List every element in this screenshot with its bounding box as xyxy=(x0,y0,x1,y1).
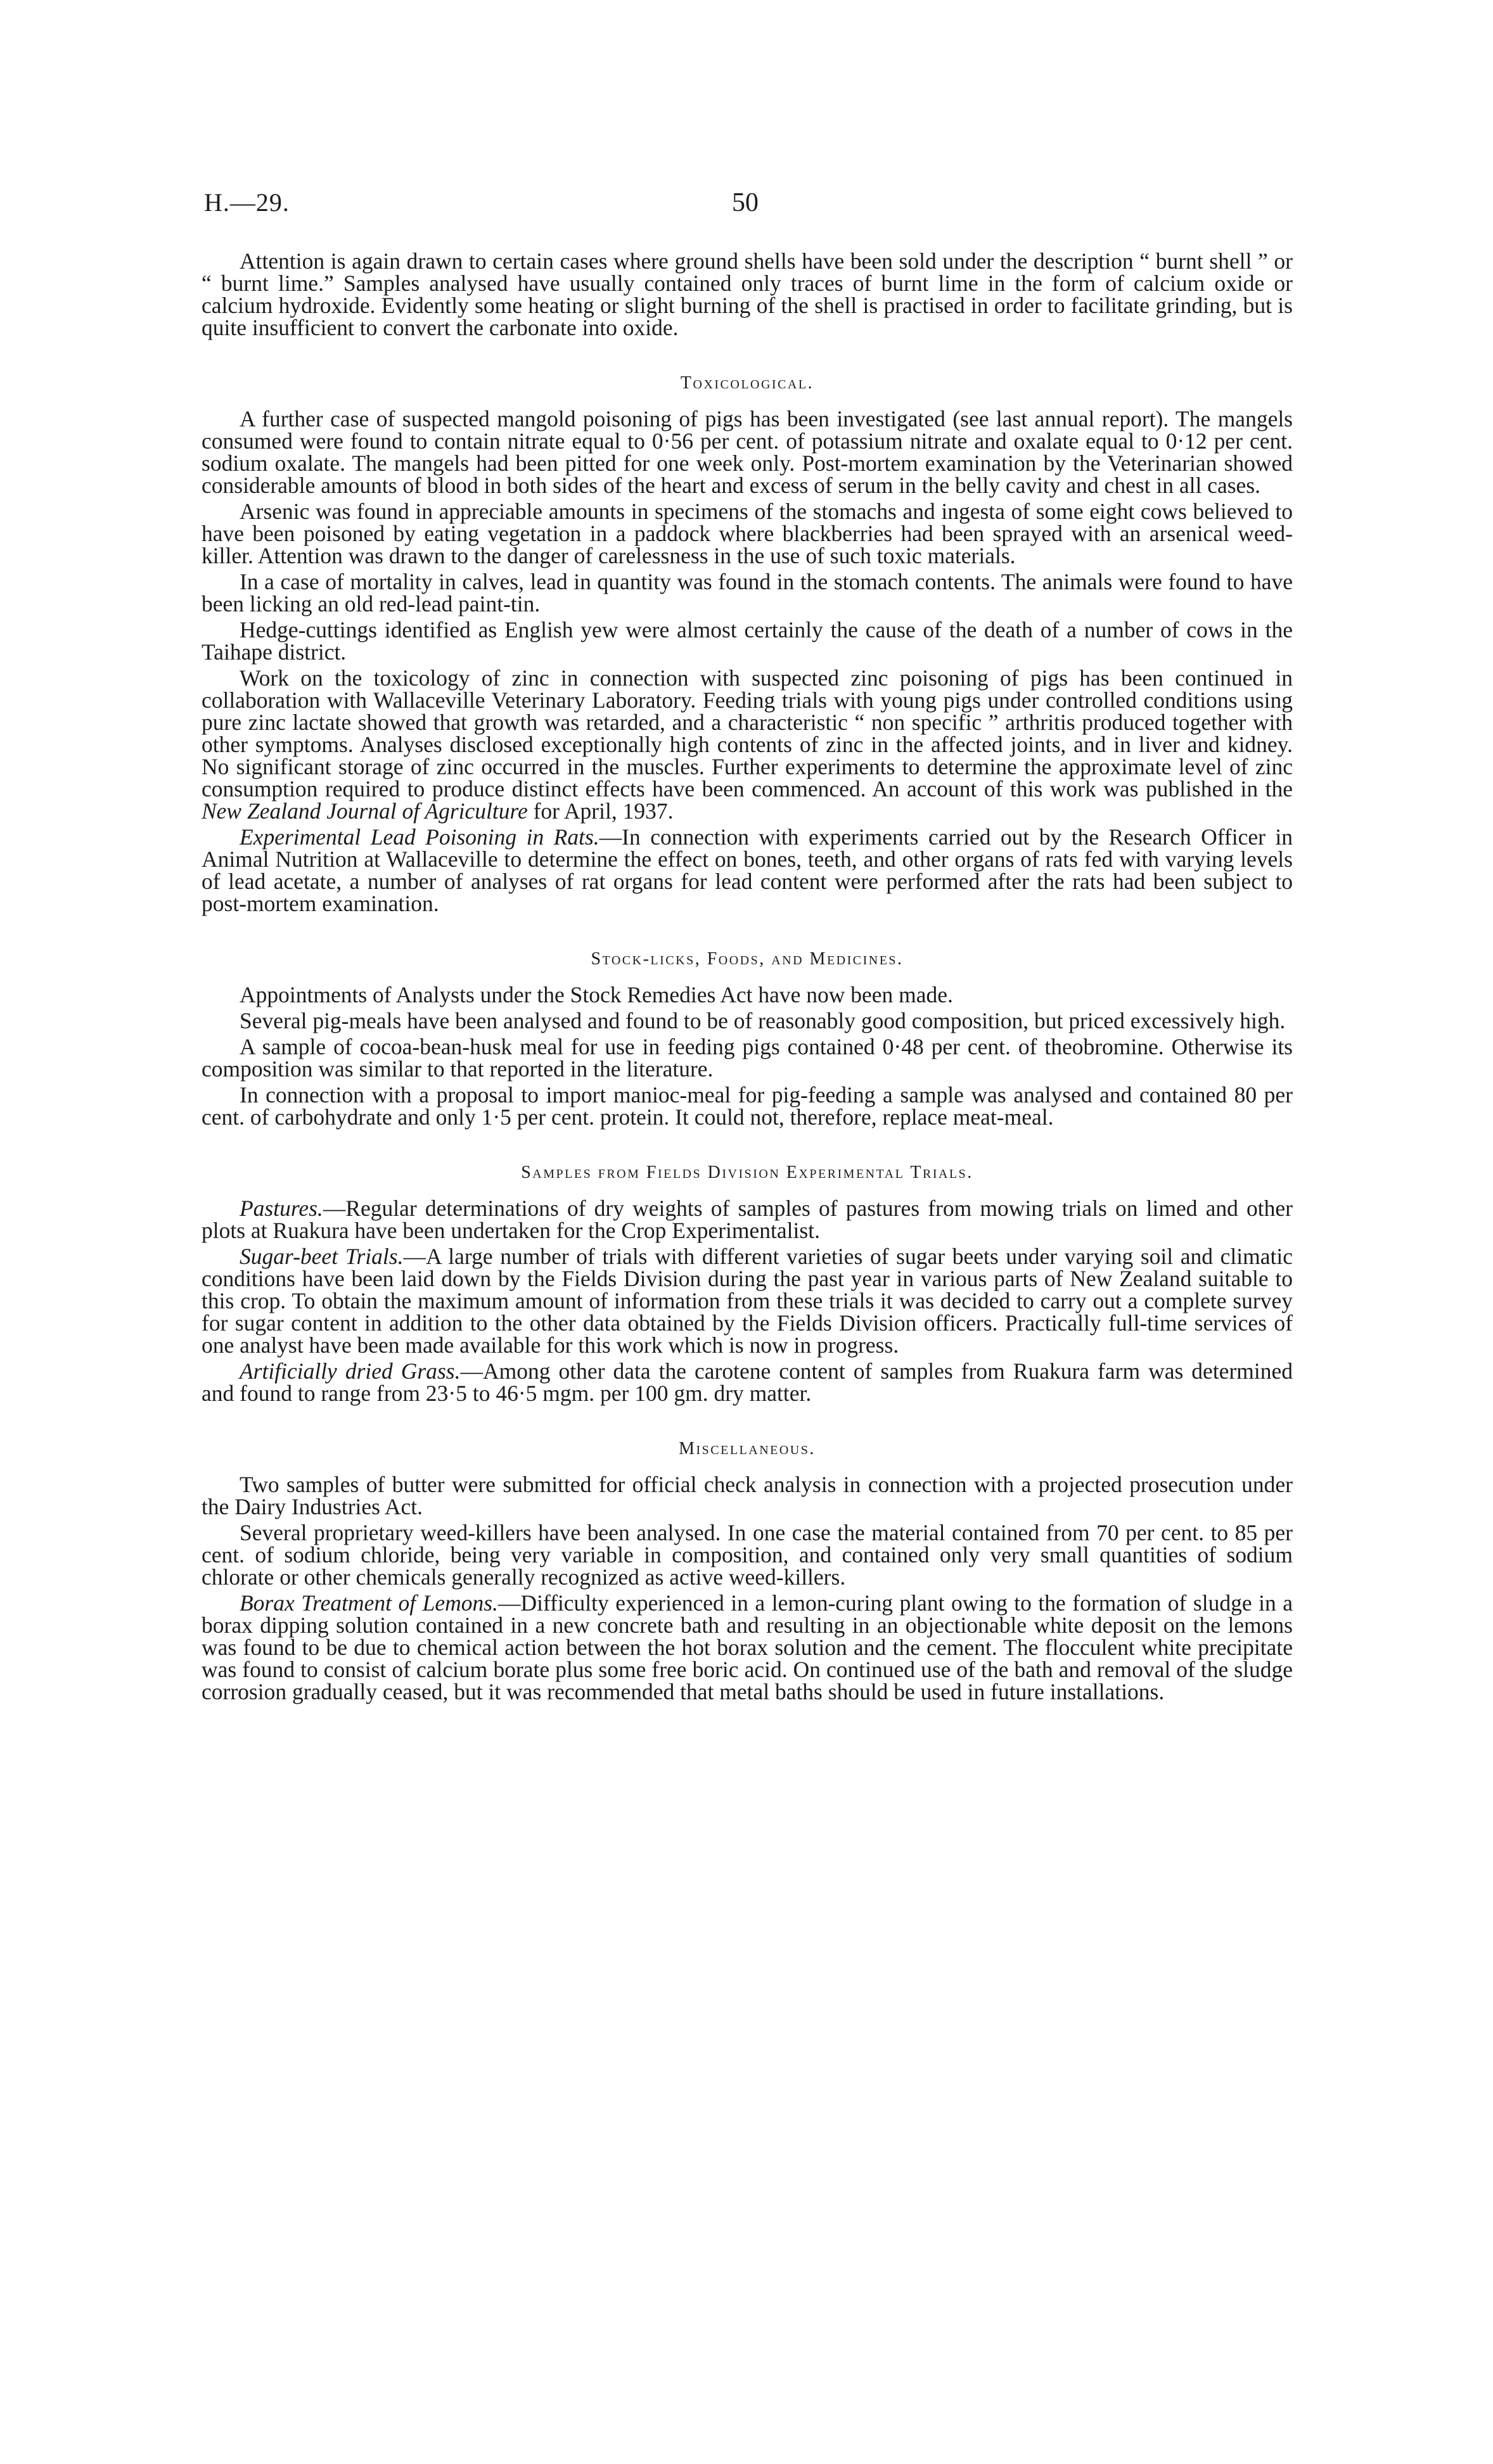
page-number: 50 xyxy=(732,188,759,217)
paragraph: Arsenic was found in appreciable amounts in specimens of the stomachs and ingesta of some eight cows believed to have been poisoned by eating vegetation in a paddock where blackberries had been sprayed with an arsenical weed-killer. Attention was drawn to the danger of carelessness in the use of such toxic materials. xyxy=(202,499,1293,568)
section-heading-miscellaneous: Miscellaneous. xyxy=(679,1439,816,1459)
paragraph: Hedge-cuttings identified as English yew were almost certainly the cause of the death of a number of cows in the Taihape district. xyxy=(202,617,1293,665)
paragraph: In connection with a proposal to import manioc-meal for pig-feeding a sample was analysed and contained 80 per cent. of carbohydrate and only 1·5 per cent. protein. It could not, therefore, replace meat-meal. xyxy=(202,1082,1293,1130)
lead-text: —In connection with experiments carried out by the Research Officer in Animal Nutrition at Wallaceville to determine the effect on bones, teeth, and other organs of rats fed with varying levels of lead acetate, a number of analyses of rat organs for lead content were performed after the rats had been subject to post-mortem examination. xyxy=(202,824,1293,916)
item-text: —Regular determinations of dry weights of samples of pastures from mowing trials on limed and other plots at Ruakura have been undertaken for the Crop Experimentalist. xyxy=(202,1196,1293,1243)
lead-title: Experimental Lead Poisoning in Rats. xyxy=(240,824,599,850)
zinc-text-end: for April, 1937. xyxy=(527,798,674,824)
journal-title: New Zealand Journal of Agriculture xyxy=(202,798,528,824)
paragraph: A further case of suspected mangold poisoning of pigs has been investigated (see last annual report). The mangels consumed were found to contain nitrate equal to 0·56 per cent. of potassium nitrate and oxalate equal to 0·12 per cent. sodium oxalate. The mangels had been pitted for one week only. Post-mortem examination by the Veterinarian showed considerable amounts of blood in both sides of the heart and excess of serum in the belly cavity and chest in all cases. xyxy=(202,406,1293,498)
report-body xyxy=(202,250,1293,1703)
zinc-paragraph xyxy=(202,667,1293,822)
paragraph: In a case of mortality in calves, lead in quantity was found in the stomach contents. The animals were found to have been licking an old red-lead paint-tin. xyxy=(202,569,1293,616)
item-text: —Among other data the carotene content of samples from Ruakura farm was determined and found to range from 23·5 to 46·5 mgm. per 100 gm. dry matter. xyxy=(202,1358,1293,1406)
intro-paragraph: Attention is again drawn to certain cases where ground shells have been sold under the description “ burnt shell ” or “ burnt lime.” Samples analysed have usually contained only traces of burnt lime in the form of calcium oxide or calcium hydroxide. Evidently some heating or slight burning of the shell is practised in order to facilitate grinding, but is quite insufficient to convert the carbonate into oxide. xyxy=(202,248,1293,340)
borax-paragraph xyxy=(202,1592,1293,1703)
item-title: Sugar-beet Trials. xyxy=(240,1244,404,1269)
borax-title: Borax Treatment of Lemons. xyxy=(240,1590,498,1616)
paragraph: A sample of cocoa-bean-husk meal for use in feeding pigs contained 0·48 per cent. of theobromine. Otherwise its composition was similar to that reported in the literature. xyxy=(202,1034,1293,1082)
report-code: H.—29. xyxy=(204,188,290,217)
item-title: Pastures. xyxy=(240,1196,323,1221)
borax-text: —Difficulty experienced in a lemon-curing plant owing to the formation of sludge in a borax dipping solution contained in a new concrete bath and resulting in an objectionable white deposit on the lemons was found to be due to chemical action between the hot borax solution and the cement. The flocculent white precipitate was found to consist of calcium borate plus some free boric acid. On continued use of the bath and removal of the sludge corrosion gradually ceased, but it was recommended that metal baths should be used in future installations. xyxy=(202,1590,1293,1704)
pastures-paragraph xyxy=(202,1197,1293,1242)
paragraph: Several pig-meals have been analysed and found to be of reasonably good composition, but priced excessively high. xyxy=(240,1008,1286,1033)
paragraph: Several proprietary weed-killers have been analysed. In one case the material contained from 70 per cent. to 85 per cent. of sodium chloride, being very variable in composition, and contained only very small quantities of sodium chlorate or other chemicals generally recognized as active weed-killers. xyxy=(202,1520,1293,1590)
section-heading-stock-licks: Stock-licks, Foods, and Medicines. xyxy=(591,949,904,969)
sugar-beet-paragraph xyxy=(202,1246,1293,1356)
section-heading-fields-division: Samples from Fields Division Experimental Trials. xyxy=(521,1163,973,1182)
lead-paragraph xyxy=(202,826,1293,915)
zinc-text: Work on the toxicology of zinc in connection with suspected zinc poisoning of pigs has been continued in collaboration with Wallaceville Veterinary Laboratory. Feeding trials with young pigs under controlled conditions using pure zinc lactate showed that growth was retarded, and a characteristic “ non specific ” arthritis produced together with other symptoms. Analyses disclosed exceptionally high contents of zinc in the affected joints, and in liver and kidney. No significant storage of zinc occurred in the muscles. Further experiments to determine the approximate level of zinc consumption required to produce distinct effects have been commenced. An account of this work was published in the xyxy=(202,665,1293,801)
paragraph: Two samples of butter were submitted for official check analysis in connection with a projected prosecution under the Dairy Industries Act. xyxy=(202,1472,1293,1519)
item-text: —A large number of trials with different varieties of sugar beets under varying soil and climatic conditions have been laid down by the Fields Division during the past year in various parts of New Zealand suitable to this crop. To obtain the maximum amount of information from these trials it was decided to carry out a complete survey for sugar content in addition to the other data obtained by the Fields Division officers. Practically full-time services of one analyst have been made available for this work which is now in progress. xyxy=(202,1244,1293,1358)
dried-grass-paragraph xyxy=(202,1360,1293,1405)
item-title: Artificially dried Grass. xyxy=(240,1358,461,1384)
paragraph: Appointments of Analysts under the Stock Remedies Act have now been made. xyxy=(240,982,953,1007)
section-heading-toxicological: Toxicological. xyxy=(680,373,814,393)
